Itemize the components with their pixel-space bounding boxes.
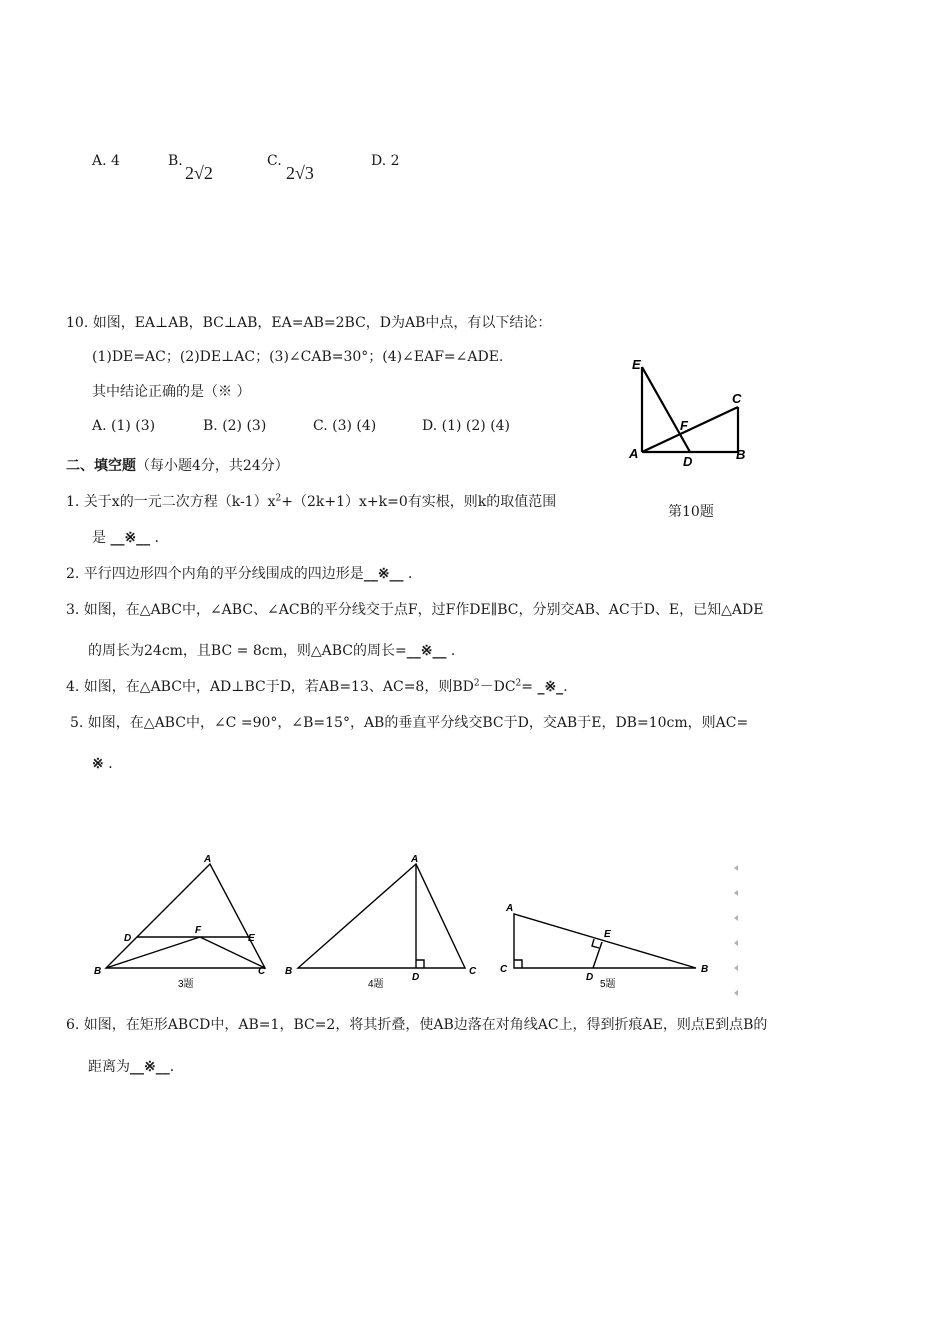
q10-option-c: C. (3) (4) <box>313 418 377 434</box>
q4-text-b: －DC <box>479 679 516 695</box>
q9-option-d: D. 2 <box>371 153 400 169</box>
q3-line2 <box>88 640 465 660</box>
q4-text-a: 4. 如图，在△ABC中，AD⊥BC于D，若AB=13、AC=8，则BD <box>66 679 474 695</box>
q1-text-b: +（2k+1）x+k=0有实根，则k的取值范围 <box>281 494 557 510</box>
q10-figure <box>620 352 760 467</box>
q4-text-d: ． <box>563 679 578 695</box>
q10-label-c: C <box>732 391 742 406</box>
q3-answer-blank: __※__ <box>406 643 447 659</box>
q1-text-a: 1. 关于x的一元二次方程（k-1）x <box>66 494 276 510</box>
fig4-label-a: A <box>411 854 419 865</box>
q1-answer-blank: __※__ <box>110 530 151 546</box>
q6-text-a: 距离为 <box>88 1059 130 1075</box>
q2-text-a: 2. 平行四边形四个内角的平分线围成的四边形是 <box>66 566 364 582</box>
scan-marks <box>732 860 742 1000</box>
q1-text-c: 是 <box>92 530 106 546</box>
q10-label-e: E <box>632 357 641 372</box>
q9-option-b-letter: B. <box>168 153 183 169</box>
q6-text-b: ． <box>169 1059 184 1075</box>
figure-5 <box>496 890 716 996</box>
fig3-label-a: A <box>204 854 212 865</box>
q2-answer-blank: __※__ <box>363 566 404 582</box>
q10-label-a: A <box>629 446 639 461</box>
fig3-caption: 3题 <box>178 979 194 990</box>
q10-label-d: D <box>683 454 693 467</box>
q1-text-d: ． <box>154 530 169 546</box>
q3-text-a: 的周长为24cm，且BC = 8cm，则△ABC的周长= <box>88 643 407 659</box>
section-heading <box>66 455 289 475</box>
q4-text-c: = <box>521 679 533 695</box>
fig5-label-b: B <box>701 964 709 975</box>
fig5-label-c: C <box>500 964 508 975</box>
figure-3 <box>88 852 280 992</box>
q4-answer-blank: _※_ <box>537 679 564 695</box>
section-note: （每小题4分，共24分） <box>136 458 289 474</box>
q4-line <box>66 676 577 696</box>
q3-line1: 3. 如图，在△ABC中，∠ABC、∠ACB的平分线交于点F，过F作DE∥BC，分别交AB、AC于D、E，已知△ADE <box>66 602 764 618</box>
q6-answer-blank: __※__ <box>130 1059 170 1075</box>
q5-text-b: ． <box>108 756 123 772</box>
figure-4 <box>282 852 482 992</box>
q5-answer-blank: ※ <box>92 756 104 772</box>
q2-line <box>66 563 422 583</box>
q4-sup2: 2 <box>515 678 522 689</box>
q10-label-b: B <box>736 447 746 462</box>
fig4-label-c: C <box>469 966 477 977</box>
fig5-caption: 5题 <box>600 979 616 990</box>
q4-sup1: 2 <box>473 678 480 689</box>
q5-line1: 5. 如图，在△ABC中，∠C =90°，∠B=15°，AB的垂直平分线交BC于D，交AB于E，DB=10cm，则AC= <box>70 715 749 731</box>
fig3-label-b: B <box>94 966 102 977</box>
fig4-caption: 4题 <box>368 979 384 990</box>
fig4-label-b: B <box>285 966 293 977</box>
q10-option-a: A. (1) (3) <box>92 418 156 434</box>
fig3-label-f: F <box>195 925 202 936</box>
q9-option-b-value: 2√2 <box>185 163 213 183</box>
q6-line1: 6. 如图，在矩形ABCD中，AB=1，BC=2，将其折叠，使AB边落在对角线AC上，得到折痕AE，则点E到点B的 <box>66 1017 768 1033</box>
fig4-label-d: D <box>412 972 420 983</box>
q10-figure-caption: 第10题 <box>668 504 714 520</box>
fig3-label-e: E <box>248 933 255 944</box>
fig3-label-d: D <box>124 933 132 944</box>
q1-line2 <box>92 527 169 547</box>
section-title: 二、填空题 <box>66 458 136 474</box>
fig5-label-a: A <box>506 903 514 914</box>
q10-option-b: B. (2) (3) <box>203 418 267 434</box>
q9-option-a: A. 4 <box>92 153 120 169</box>
q9-option-c-value: 2√3 <box>286 163 314 183</box>
q10-stem: 10. 如图，EA⊥AB，BC⊥AB，EA=AB=2BC，D为AB中点，有以下结论： <box>66 315 552 331</box>
q5-line2 <box>92 753 122 773</box>
q10-option-d: D. (1) (2) (4) <box>422 418 511 434</box>
q10-conclusions: (1)DE=AC；(2)DE⊥AC；(3)∠CAB=30°；(4)∠EAF=∠ADE. <box>92 349 504 365</box>
fig5-label-d: D <box>586 972 594 983</box>
q1-line1 <box>66 491 556 511</box>
fig3-label-c: C <box>258 966 266 977</box>
q6-line2 <box>88 1056 184 1076</box>
fig5-label-e: E <box>604 929 611 940</box>
q2-text-b: ． <box>408 566 422 582</box>
q10-label-f: F <box>680 418 688 433</box>
q9-option-c-letter: C. <box>267 153 282 169</box>
q10-question: 其中结论正确的是（※ ） <box>92 384 251 400</box>
q1-sup: 2 <box>275 493 282 504</box>
q3-text-b: ． <box>450 643 465 659</box>
